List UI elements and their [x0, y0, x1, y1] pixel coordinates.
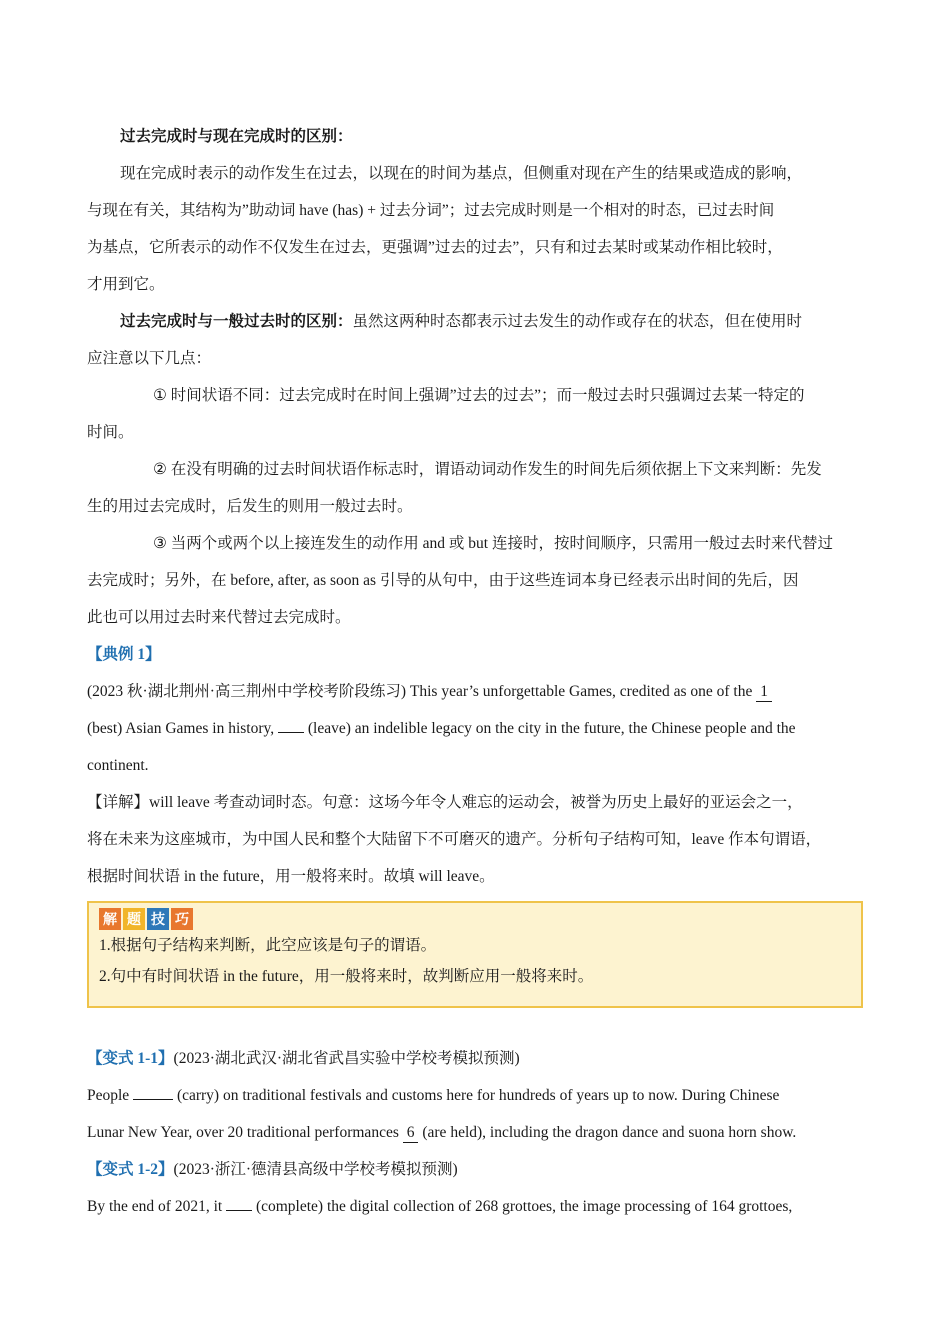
variant-text: Lunar New Year, over 20 traditional performances [87, 1124, 403, 1141]
variant-text: (are held), including the dragon dance and suona horn show. [418, 1124, 797, 1141]
tip-tag: 题 [123, 908, 145, 930]
example-text: (2023 秋·湖北荆州·高三荆州中学校考阶段练习) This year’s unforgettable Games, credited as one of the [87, 683, 757, 700]
point-3-line: 此也可以用过去时来代替过去完成时。 [87, 609, 351, 626]
variant-heading: 【变式 1-2】 [87, 1161, 174, 1178]
section2-intro [87, 303, 863, 340]
tip-line: 2.句中有时间状语 in the future，用一般将来时，故判断应用一般将来时。 [99, 968, 594, 985]
variant-line [87, 1188, 863, 1225]
section1-line: 现在完成时表示的动作发生在过去，以现在的时间为基点，但侧重对现在产生的结果或造成的影响， [120, 165, 803, 182]
point-number: ① [153, 387, 167, 404]
answer-blank[interactable] [278, 732, 304, 733]
point-1-line: 时间。 [87, 424, 134, 441]
point-text: 当两个或两个以上接连发生的动作用 and 或 but 连接时，按时间顺序，只需用一般过去时来代替过 [170, 535, 833, 552]
variant-heading-line [87, 1040, 863, 1077]
section1-line: 与现在有关，其结构为”助动词 have (has) + 过去分词”；过去完成时则是一个相对的时态，已过去时间 [87, 202, 775, 219]
example-text: (best) Asian Games in history, [87, 720, 278, 737]
variant-line [87, 1077, 863, 1114]
tip-box [87, 901, 863, 1008]
section2-heading: 过去完成时与一般过去时的区别： [120, 313, 353, 330]
example-line: continent. [87, 757, 149, 774]
section1-line: 为基点，它所表示的动作不仅发生在过去，更强调”过去的过去”，只有和过去某时或某动作相比较时， [87, 239, 783, 256]
section2-intro-text: 虽然这两种时态都表示过去发生的动作或存在的状态，但在使用时 [352, 313, 803, 330]
answer-blank[interactable] [226, 1210, 252, 1211]
variant-source: (2023·湖北武汉·湖北省武昌实验中学校考模拟预测) [173, 1050, 520, 1067]
section1-heading: 过去完成时与现在完成时的区别： [120, 128, 353, 145]
variant-text: (carry) on traditional festivals and customs here for hundreds of years up to now. During Chinese [173, 1087, 780, 1104]
point-3 [87, 525, 863, 562]
explanation-line [87, 784, 863, 821]
example-line [87, 673, 863, 710]
explanation-line: 将在未来为这座城市，为中国人民和整个大陆留下不可磨灭的遗产。分析句子结构可知，leave 作本句谓语， [87, 831, 822, 848]
point-1 [87, 377, 863, 414]
tip-line: 1.根据句子结构来判断，此空应该是句子的谓语。 [99, 937, 437, 954]
variant-text: (complete) the digital collection of 268 grottoes, the image processing of 164 grottoes, [252, 1198, 793, 1215]
explanation-line: 根据时间状语 in the future，用一般将来时。故填 will leave。 [87, 868, 495, 885]
tip-tags [99, 908, 851, 930]
document-page [87, 118, 863, 1225]
point-3-line: 去完成时；另外，在 before, after, as soon as 引导的从句中，由于这些连词本身已经表示出时间的先后，因 [87, 572, 799, 589]
variant-text: People [87, 1087, 134, 1104]
example-text: (leave) an indelible legacy on the city in the future, the Chinese people and the [304, 720, 796, 737]
point-2-line: 生的用过去完成时，后发生的则用一般过去时。 [87, 498, 413, 515]
answer-blank[interactable]: 1 [756, 683, 772, 702]
example-heading: 【典例 1】 [87, 646, 161, 663]
variant-text: By the end of 2021, it [87, 1198, 227, 1215]
variant-line [87, 1114, 863, 1151]
variant-source: (2023·浙江·德清县高级中学校考模拟预测) [173, 1161, 458, 1178]
section1-line: 才用到它。 [87, 276, 165, 293]
tip-tag: 解 [99, 908, 121, 930]
example-line [87, 710, 863, 747]
answer-blank[interactable] [133, 1099, 173, 1100]
variant-heading-line [87, 1151, 863, 1188]
answer-blank[interactable]: 6 [403, 1124, 419, 1143]
point-number: ② [153, 461, 167, 478]
section2-intro-line: 应注意以下几点： [87, 350, 212, 367]
explanation-label: 【详解】 [87, 794, 150, 811]
point-text: 时间状语不同：过去完成时在时间上强调”过去的过去”；而一般过去时只强调过去某一特定的 [170, 387, 805, 404]
point-2 [87, 451, 863, 488]
point-number: ③ [153, 535, 167, 552]
point-text: 在没有明确的过去时间状语作标志时，谓语动词动作发生的时间先后须依据上下文来判断：先发 [170, 461, 822, 478]
variant-heading: 【变式 1-1】 [87, 1050, 174, 1067]
explanation-text: will leave 考查动词时态。句意：这场今年令人难忘的运动会，被誉为历史上最好的亚运会之一， [149, 794, 803, 811]
tip-tag: 巧 [171, 908, 193, 930]
tip-tag: 技 [147, 908, 169, 930]
